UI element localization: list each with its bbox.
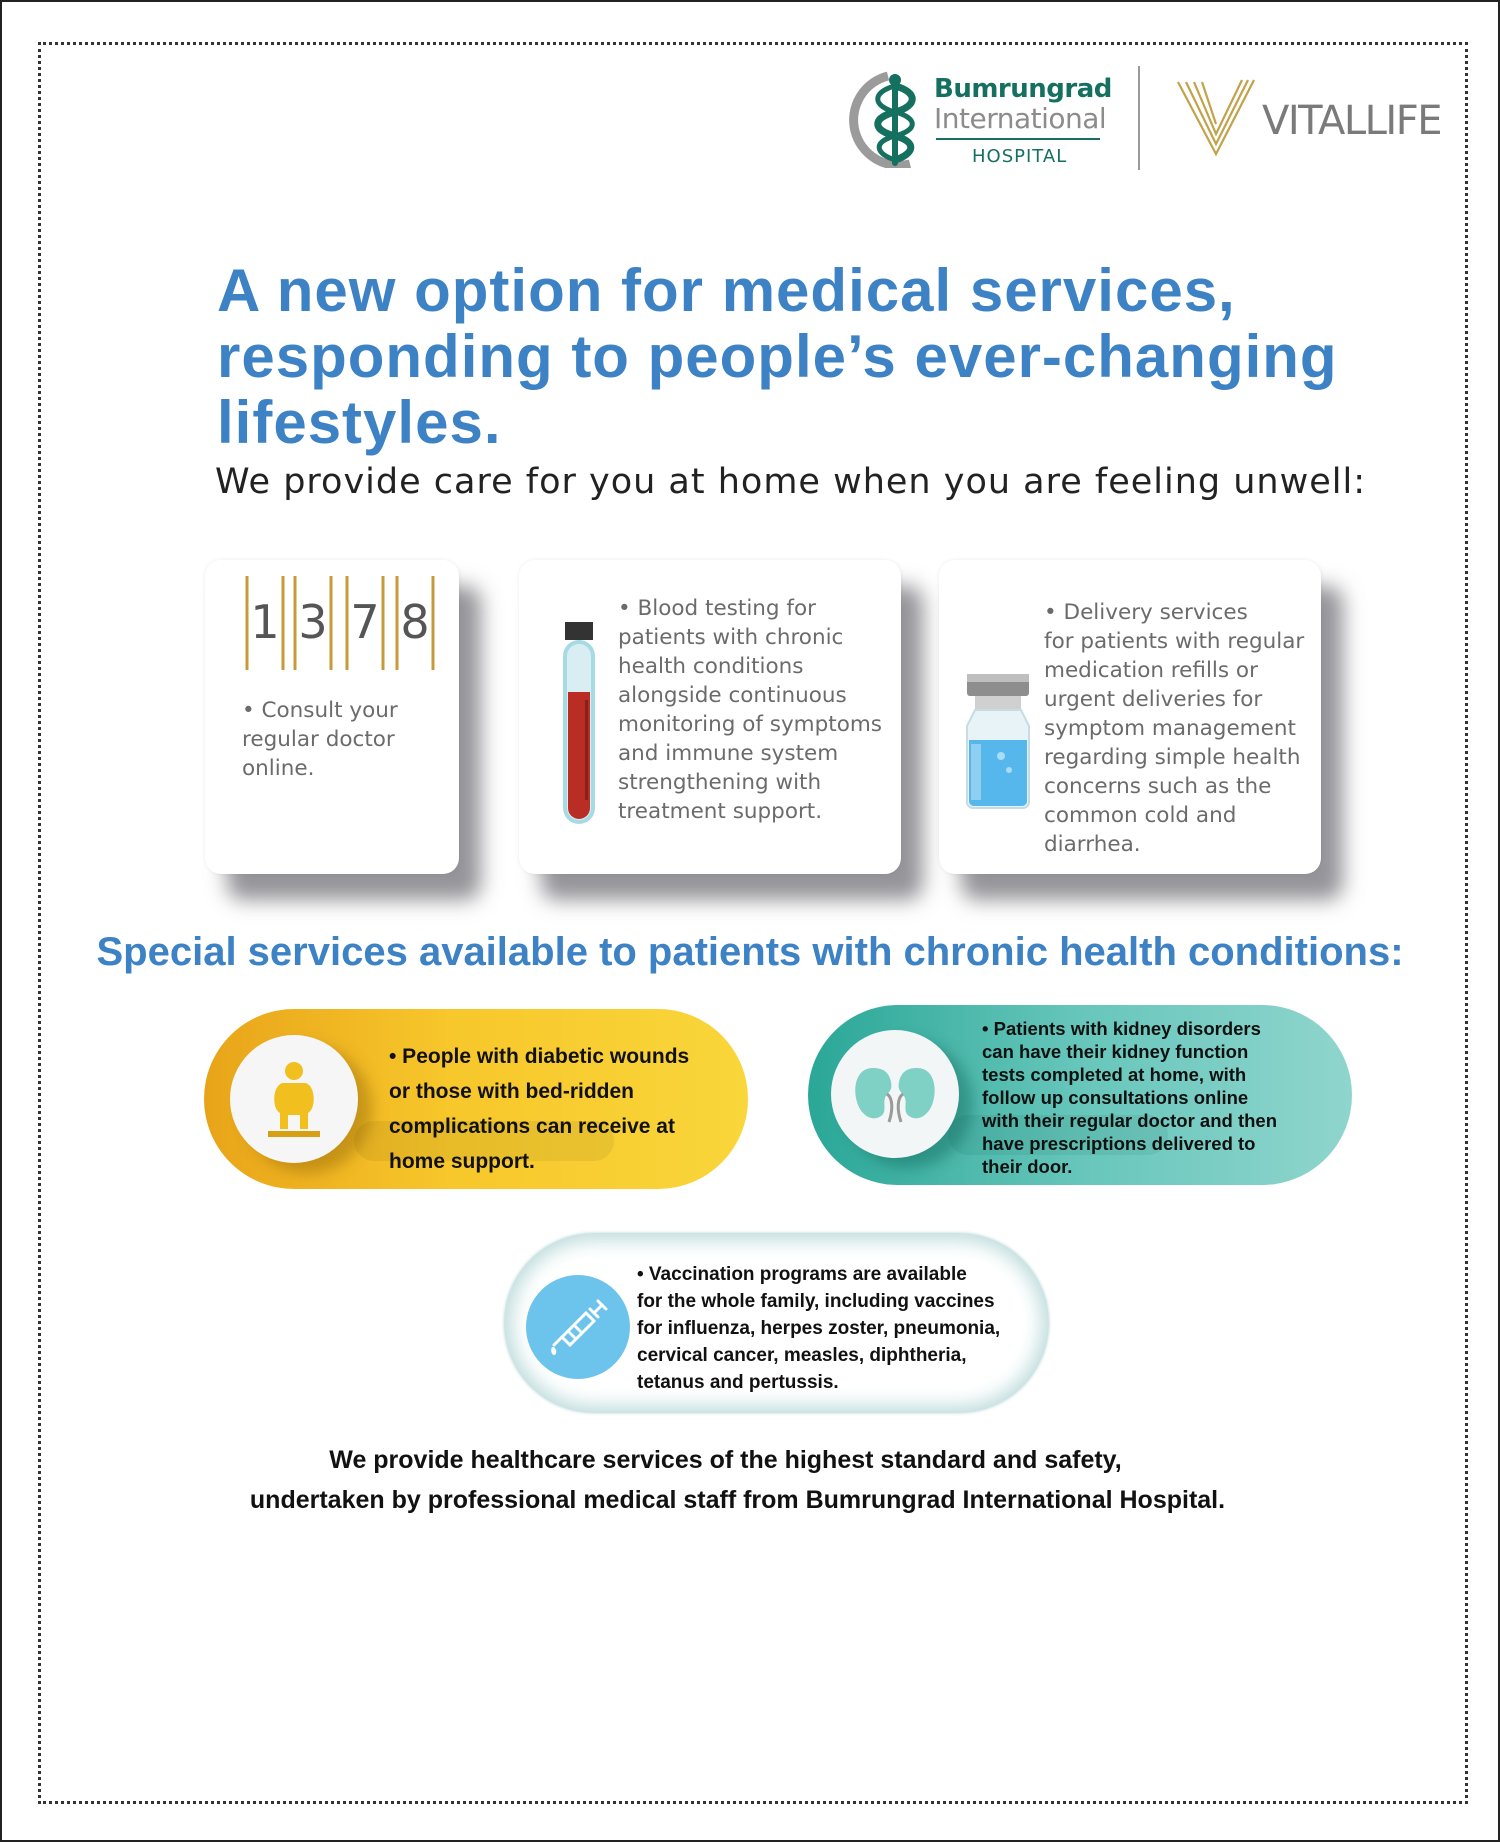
kidney-icon <box>853 1066 937 1124</box>
headline: A new option for medical services, responding to people’s ever-changing lifestyles. <box>217 257 1338 456</box>
card-text: • Delivery services for patients with regular medication refills or urgent deliveries for symptom management regarding simple health concerns such as the common cold and diarrhea. <box>1044 600 1305 857</box>
counter-digit: 8 <box>400 595 430 649</box>
pill-text: • Vaccination programs are available for the whole family, including vaccines for influenza, herpes zoster, pneumonia, cervical cancer, measles, diphtheria, tetanus and pertussis. <box>637 1264 1001 1393</box>
bumrungrad-name: Bumrungrad <box>934 74 1112 104</box>
special-service-kidney <box>808 1005 1352 1185</box>
card-text: • Blood testing for patients with chronic health conditions alongside continuous monitoring of symptoms and immune system strengthening with treatment support. <box>618 596 883 824</box>
vitallife-v-icon <box>1176 78 1256 158</box>
caduceus-icon <box>848 68 944 168</box>
pill-text: • Patients with kidney disorders can have their kidney function tests completed at home, with follow up consultations online with their regular doctor and then have prescriptions delivered to their door. <box>982 1018 1277 1177</box>
logo-divider <box>1138 66 1140 170</box>
icon-badge <box>831 1030 959 1158</box>
subheadline: We provide care for you at home when you are feeling unwell: <box>215 462 1367 502</box>
closing-line-2: undertaken by professional medical staff from Bumrungrad International Hospital. <box>249 1486 1226 1514</box>
pill-text: • People with diabetic wounds or those with bed-ridden complications can receive at home support. <box>389 1045 690 1173</box>
service-card-delivery <box>939 560 1321 874</box>
vitallife-name: VITALLIFE <box>1262 98 1441 144</box>
counter-digit: 7 <box>350 595 380 649</box>
bumrungrad-logo <box>848 66 1112 170</box>
special-services-title: Special services available to patients with chronic health conditions: <box>96 930 1404 974</box>
icon-badge <box>230 1035 358 1163</box>
logo-rule <box>936 138 1100 140</box>
special-service-diabetic-wounds <box>204 1009 748 1189</box>
number-counter-icon <box>243 576 443 670</box>
blood-test-tube-icon <box>557 622 601 828</box>
international-name: International <box>934 102 1107 135</box>
closing-statement <box>0 1440 1475 1520</box>
special-service-vaccination <box>504 1233 1049 1413</box>
icon-badge <box>526 1275 630 1379</box>
closing-line-1: We provide healthcare services of the highest standard and safety, <box>329 1446 1122 1474</box>
syringe-icon <box>548 1297 608 1357</box>
counter-digit: 1 <box>250 595 280 649</box>
medicine-vial-icon <box>963 674 1033 810</box>
service-card-blood-testing <box>519 560 901 874</box>
vitallife-logo <box>1176 78 1441 160</box>
person-weight-icon <box>266 1061 322 1139</box>
service-card-online-consult <box>205 560 459 874</box>
card-text: • Consult your regular doctor online. <box>242 698 398 781</box>
hospital-name: HOSPITAL <box>972 146 1068 167</box>
counter-digit: 3 <box>298 595 328 649</box>
